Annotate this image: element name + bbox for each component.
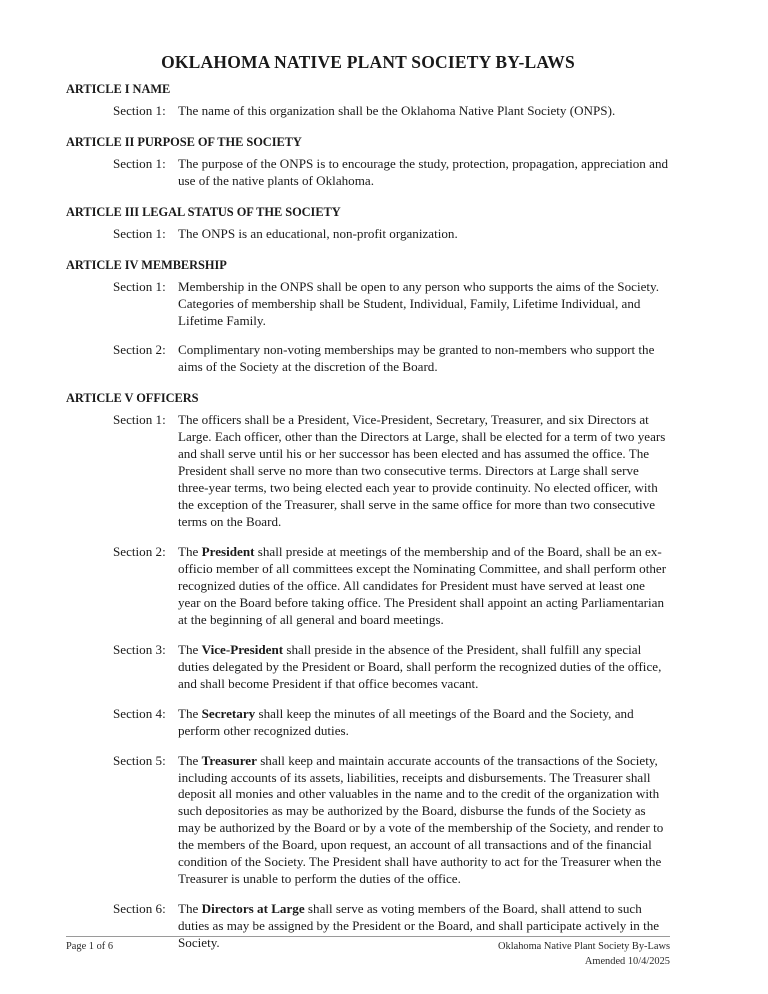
section-body	[178, 753, 670, 889]
section-row	[66, 279, 670, 330]
section-row	[66, 412, 670, 531]
article-block	[66, 81, 670, 120]
section-text-lead: Membership in the ONPS shall be open to any person who supports the aims of the Society. Categories of membership shall be Student, Individual, Family, Lifetime Individual, and Lifetime Family.	[178, 278, 660, 328]
section-body	[178, 279, 670, 330]
section-body	[178, 642, 670, 693]
section-bold-term: Vice-President	[201, 641, 284, 657]
section-text-tail: shall serve as voting members of the Board, shall attend to such duties as may be assigned by the President or the Board, and shall participate actively in the Society.	[178, 901, 660, 951]
section-row	[66, 642, 670, 693]
section-body	[178, 706, 670, 740]
section-label: Section 4:	[113, 705, 166, 721]
footer-page-number: Page 1 of 6	[66, 941, 114, 952]
article-list	[66, 81, 670, 952]
section-row	[66, 753, 670, 889]
section-text-tail: shall keep the minutes of all meetings of the Board and the Society, and perform other recognized duties.	[178, 705, 634, 738]
section-text-lead: The purpose of the ONPS is to encourage the study, protection, propagation, appreciation and use of the native plants of Oklahoma.	[178, 155, 669, 188]
document-body	[66, 52, 670, 952]
section-row	[66, 156, 670, 190]
section-body	[178, 412, 670, 531]
section-text-lead: The	[178, 705, 202, 721]
section-text-tail: shall preside at meetings of the membership and of the Board, shall be an ex-officio member of all committees except the Nominating Committee, and shall perform other recognized duties of the office. All candidates for President must have served at least one year on the Board before taking office. The President shall appoint an acting Parliamentarian at the beginning of all general and board meetings.	[178, 544, 667, 627]
section-label: Section 1:	[113, 102, 166, 118]
section-row	[66, 226, 670, 243]
article-heading: ARTICLE V OFFICERS	[66, 391, 199, 406]
article-block	[66, 257, 670, 377]
section-text-tail: shall keep and maintain accurate accounts of the transactions of the Society, including accounts of its assets, liabilities, receipts and disbursements. The Treasurer shall deposit all monies and other valuables in the name and to the credit of the organization with such depositories as may be authorized by the Board, disburse the funds of the Society as may be authorized by the Board or by a vote of the membership of the Society, and render to the members of the Board, upon request, an account of all transactions and of the financial condition of the Society. The President shall have authority to act for the Treasurer when the Treasurer is unable to perform the duties of the office.	[178, 752, 664, 887]
footer-doc-name: Oklahoma Native Plant Society By-Laws	[498, 941, 670, 952]
article-block	[66, 390, 670, 952]
section-label: Section 6:	[113, 901, 166, 917]
article-block	[66, 134, 670, 190]
section-label: Section 3:	[113, 641, 166, 657]
page-title: OKLAHOMA NATIVE PLANT SOCIETY BY-LAWS	[161, 52, 575, 72]
section-label: Section 5:	[113, 752, 166, 768]
section-body	[178, 103, 670, 120]
section-label: Section 1:	[113, 225, 166, 241]
section-body	[178, 226, 670, 243]
section-body	[178, 156, 670, 190]
section-bold-term: Directors at Large	[201, 901, 305, 917]
section-text-lead: The	[178, 544, 202, 560]
section-text-lead: The ONPS is an educational, non-profit organization.	[178, 225, 458, 241]
article-heading: ARTICLE II PURPOSE OF THE SOCIETY	[66, 134, 302, 149]
footer-divider	[66, 936, 670, 937]
section-row	[66, 706, 670, 740]
section-row	[66, 544, 670, 629]
section-text-lead: The	[178, 901, 202, 917]
section-label: Section 2:	[113, 544, 166, 560]
section-text-lead: The name of this organization shall be the Oklahoma Native Plant Society (ONPS).	[178, 102, 616, 118]
article-heading: ARTICLE I NAME	[66, 81, 171, 96]
section-text-tail: shall preside in the absence of the President, shall fulfill any special duties delegated by the President or Board, shall perform the recognized duties of the office, and shall become President if that office becomes vacant.	[178, 641, 662, 691]
section-row	[66, 103, 670, 120]
section-body	[178, 342, 670, 376]
section-bold-term: Treasurer	[201, 752, 257, 768]
footer-amended-date: Amended 10/4/2025	[584, 955, 670, 967]
article-block	[66, 204, 670, 243]
footer-doc-info	[498, 940, 670, 969]
section-bold-term: Secretary	[201, 705, 256, 721]
section-body	[178, 544, 670, 629]
article-heading: ARTICLE IV MEMBERSHIP	[66, 257, 227, 272]
section-label: Section 2:	[113, 342, 166, 358]
section-bold-term: President	[201, 544, 255, 560]
section-label: Section 1:	[113, 155, 166, 171]
section-text-lead: The officers shall be a President, Vice-President, Secretary, Treasurer, and six Directors at Large. Each officer, other than the Directors at Large, shall be elected for a term of two years and shall serve until his or her successor has been elected and has assumed the office. The President shall serve no more than two consecutive terms. Directors at Large shall serve three-year terms, two being elected each year to provide continuity. No elected officer, with the exception of the Treasurer, shall serve in the same office for more than two consecutive terms on the Board.	[178, 412, 666, 530]
section-text-lead: Complimentary non-voting memberships may be granted to non-members who support the aims of the Society at the discretion of the Board.	[178, 342, 655, 375]
section-label: Section 1:	[113, 412, 166, 428]
section-row	[66, 342, 670, 376]
page-footer	[66, 936, 670, 969]
article-heading: ARTICLE III LEGAL STATUS OF THE SOCIETY	[66, 204, 341, 219]
section-label: Section 1:	[113, 278, 166, 294]
section-text-lead: The	[178, 641, 202, 657]
section-text-lead: The	[178, 752, 202, 768]
